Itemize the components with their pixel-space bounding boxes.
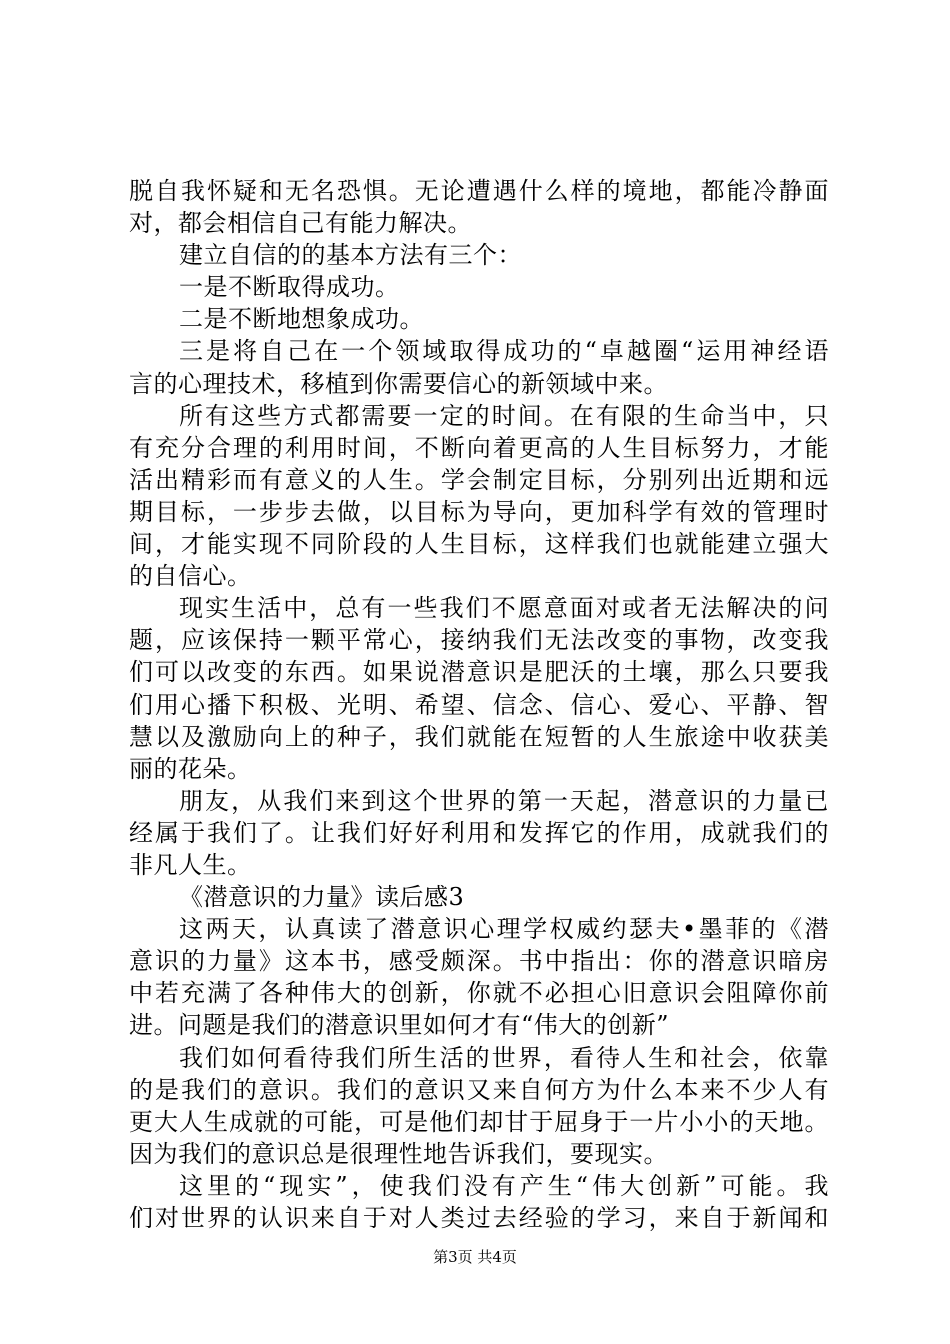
text-line: 二是不断地想象成功。 (179, 305, 424, 334)
page-footer: 第3页 共4页 (433, 1248, 517, 1266)
text-line: 丽的花朵。 (129, 754, 252, 783)
text-line: 们可以改变的东西。如果说潜意识是肥沃的土壤，那么只要我 (129, 658, 829, 687)
text-line: 期目标，一步步去做，以目标为导向，更加科学有效的管理时 (129, 497, 829, 526)
text-line: 意识的力量》这本书，感受颇深。书中指出：你的潜意识暗房 (129, 947, 829, 976)
text-line: 因为我们的意识总是很理性地告诉我们，要现实。 (129, 1139, 668, 1168)
text-line: 对，都会相信自己有能力解决。 (129, 209, 472, 238)
text-line: 我们如何看待我们所生活的世界，看待人生和社会，依靠 (179, 1043, 829, 1072)
text-line: 脱自我怀疑和无名恐惧。无论遭遇什么样的境地，都能冷静面 (129, 177, 829, 205)
text-line: 这里的“现实”，使我们没有产生“伟大创新”可能。我 (179, 1171, 829, 1200)
text-line: 非凡人生。 (129, 850, 252, 879)
text-line: 更大人生成就的可能，可是他们却甘于屈身于一片小小的天地。 (129, 1107, 829, 1136)
text-line: 三是将自己在一个领域取得成功的“卓越圈“运用神经语 (179, 337, 829, 366)
text-line: 活出精彩而有意义的人生。学会制定目标，分别列出近期和远 (129, 465, 829, 494)
text-line: 朋友，从我们来到这个世界的第一天起，潜意识的力量已 (179, 786, 829, 815)
text-line: 所有这些方式都需要一定的时间。在有限的生命当中，只 (179, 401, 829, 430)
text-line: 一是不断取得成功。 (179, 273, 400, 302)
text-line: 题，应该保持一颗平常心，接纳我们无法改变的事物，改变我 (129, 626, 829, 655)
text-line: 现实生活中，总有一些我们不愿意面对或者无法解决的问 (179, 594, 829, 623)
text-line: 慧以及激励向上的种子，我们就能在短暂的人生旅途中收获美 (129, 722, 829, 751)
text-line: 中若充满了各种伟大的创新，你就不必担心旧意识会阻障你前 (129, 979, 829, 1008)
text-line: 言的心理技术，移植到你需要信心的新领域中来。 (129, 369, 668, 398)
text-line: 有充分合理的利用时间，不断向着更高的人生目标努力，才能 (129, 433, 829, 462)
text-line: 的自信心。 (129, 562, 252, 591)
text-line: 的是我们的意识。我们的意识又来自何方为什么本来不少人有 (129, 1075, 829, 1104)
document-body (129, 175, 829, 1234)
text-line: 们用心播下积极、光明、希望、信念、信心、爱心、平静、智 (129, 690, 829, 719)
text-line: 进。问题是我们的潜意识里如何才有“伟大的创新” (129, 1011, 670, 1040)
text-line: 经属于我们了。让我们好好利用和发挥它的作用，成就我们的 (129, 818, 829, 847)
text-line: 间，才能实现不同阶段的人生目标，这样我们也就能建立强大 (129, 530, 829, 559)
text-line: 建立自信的的基本方法有三个： (179, 241, 522, 270)
text-line: 这两天，认真读了潜意识心理学权威约瑟夫•墨菲的《潜 (179, 915, 829, 944)
text-line: 们对世界的认识来自于对人类过去经验的学习，来自于新闻和 (129, 1204, 829, 1232)
text-line: 《潜意识的力量》读后感3 (179, 883, 465, 912)
